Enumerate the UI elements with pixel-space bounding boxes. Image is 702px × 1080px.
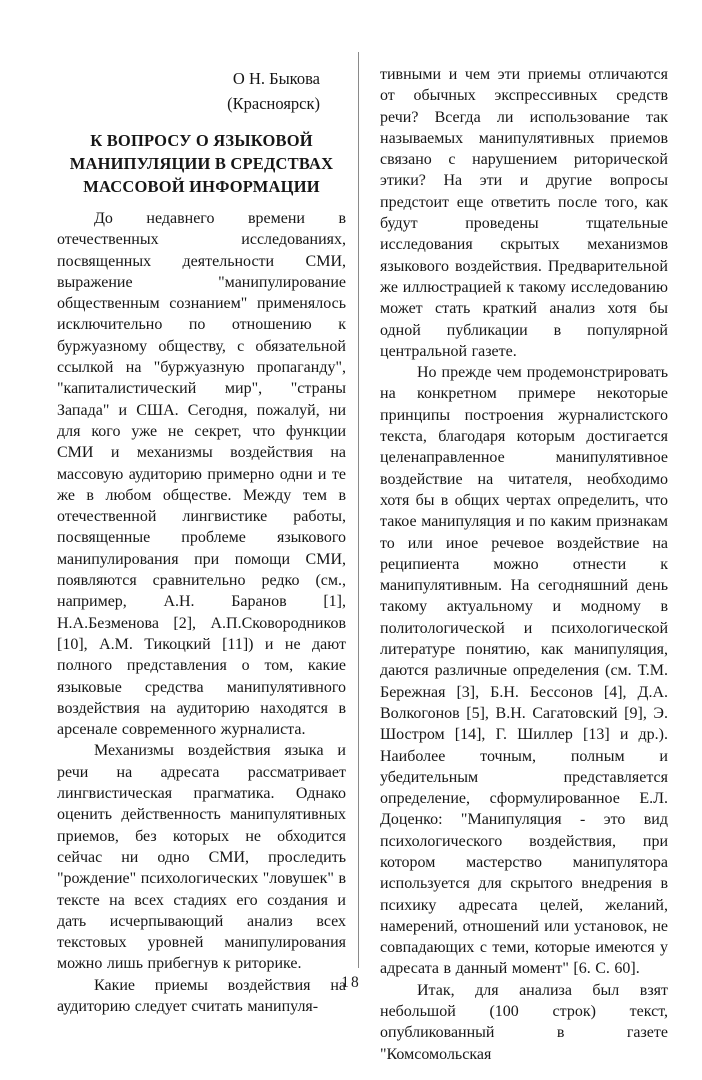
page-number: 18 xyxy=(341,974,361,991)
author-location: (Красноярск) xyxy=(227,94,320,113)
body-paragraph: Итак, для анализа был взят небольшой (100 строк) текст, опубликованный в газете "Комсомольская xyxy=(380,981,668,1063)
right-column-body xyxy=(380,64,668,1065)
author-name: О Н. Быкова xyxy=(232,69,320,88)
article-title-line: К ВОПРОСУ О ЯЗЫКОВОЙ xyxy=(90,131,313,150)
article-title xyxy=(57,129,346,198)
body-paragraph: До недавнего времени в отечественных исследованиях, посвященных деятельности СМИ, выражение "манипулирование общественным сознанием" применялось исключительно по отношению к буржуазному обществу, с обязательной ссылкой на "буржуазную пропаганду", "капиталистический мир", "страны Запада" и США. Сегодня, пожалуй, ни для кого уже не секрет, что функции СМИ и механизмы воздействия на массовую аудиторию примерно одни и те же в любом обществе. Между тем в отечественной лингвистике работы, посвященные проблеме языкового манипулирования при помощи СМИ, появляются сравнительно редко (см., например, А.Н. Баранов [1], Н.А.Безменова [2], А.П.Сковородников [10], А.М. Тикоцкий [11]) и не дают полного представления о том, какие языковые средства манипулятивного воздействия на аудиторию находятся в арсенале современного журналиста. xyxy=(57,210,346,739)
article-title-line: МАНИПУЛЯЦИИ В СРЕДСТВАХ xyxy=(69,154,334,173)
left-column-body xyxy=(57,208,346,1017)
body-paragraph: Какие приемы воздействия на аудиторию следует считать манипуля- xyxy=(57,976,346,1015)
body-paragraph-continuation: тивными и чем эти приемы отличаются от обычных экспрессивных средств речи? Всегда ли использование так называемых манипулятивных приемов связано с нарушением риторической этики? На эти и другие вопросы предстоит еще ответить после того, как будут проведены тщательные исследования скрытых механизмов языкового воздействия. Предварительной же иллюстрацией к такому исследованию может стать краткий анализ хотя бы одной публикации в популярной центральной газете. xyxy=(380,66,668,360)
left-column xyxy=(57,66,346,1017)
column-divider-line xyxy=(358,52,359,968)
author-block xyxy=(57,66,346,116)
right-column xyxy=(380,64,668,1065)
body-paragraph: Механизмы воздействия языка и речи на адресата рассматривает лингвистическая прагматика. Однако оценить действенность манипулятивных приемов, без которых не обходится сейчас ни одно СМИ, проследить "рождение" психологических "ловушек" в тексте на всех стадиях его создания и дать исчерпывающий анализ всех текстовых уровней манипулирования можно лишь прибегнув к риторике. xyxy=(57,742,346,973)
body-paragraph: Но прежде чем продемонстрировать на конкретном примере некоторые принципы построения журналистского текста, благодаря которым достигается целенаправленное манипулятивное воздействие на читателя, необходимо хотя бы в общих чертах определить, что такое манипуляция и по каким признакам то или иное речевое воздействие на реципиента можно отнести к манипулятивным. На сегодняшний день такому актуальному и модному в политологической и психологической литературе понятию, как манипуляция, даются различные определения (см. Т.М. Бережная [3], Б.Н. Бессонов [4], Д.А. Волкогонов [5], В.Н. Сагатовский [9], Э. Шостром [14], Г. Шиллер [13] и др.). Наиболее точным, полным и убедительным представляется определение, сформулированное Е.Л. Доценко: "Манипуляция - это вид психологического воздействия, при котором мастерство манипулятора используется для скрытого внедрения в психику адресата целей, желаний, намерений, отношений или установок, не совпадающих с теми, которые имеются у адресата в данный момент" [6. С. 60]. xyxy=(380,364,668,978)
article-title-line: МАССОВОЙ ИНФОРМАЦИИ xyxy=(83,177,320,196)
